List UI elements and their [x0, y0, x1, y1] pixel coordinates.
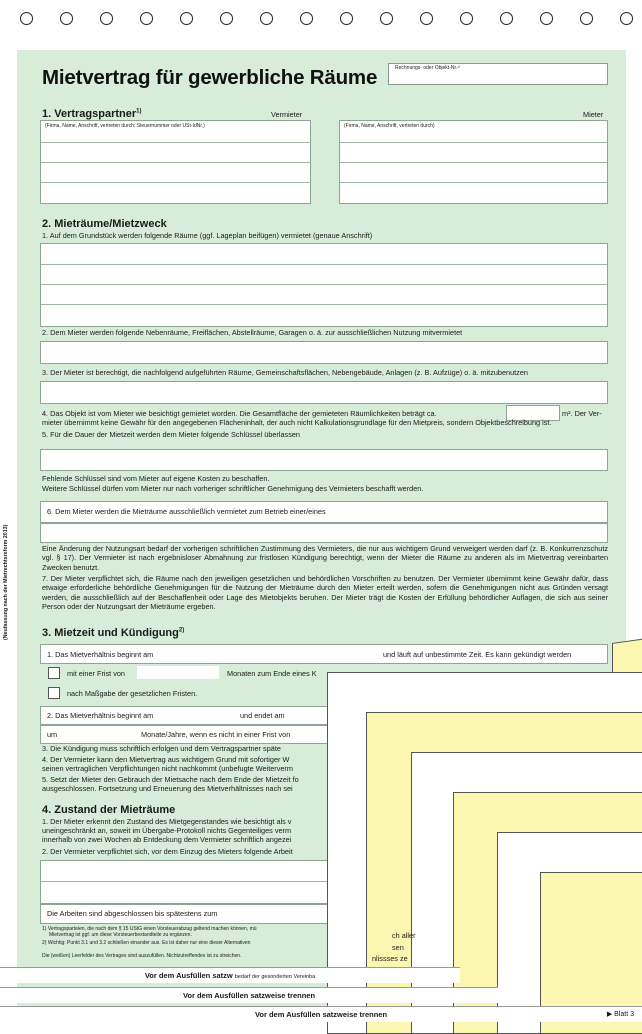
mieter-address-field[interactable] [339, 120, 608, 204]
start-date-row[interactable] [40, 644, 608, 664]
s2-p7: 7. Der Mieter verpflichtet sich, die Räume nach den jeweiligen gesetzlichen und behördlichen Vorschriften zu benutzen. Der Vermieter übernimmt keine Gewähr dafür, dass etwaige erforderliche behördliche Genehmigungen für die Nutzung der Mieträume durch den Mieter erteilt werden, sofern die Genehmigungen nicht aus Gründen versagt werden, die ausschließlich auf der Beschaffenheit oder Lage des Mietobjekts beruhen. Der Mieter trägt die Kosten der Erfüllung behördlicher Auflagen, die sich aus seiner Person oder der Nutzungsart der Mieträume ergeben. [42, 574, 608, 612]
s3-p2a: 2. Das Mietverhältnis beginnt am [47, 711, 154, 720]
separation-label: Vor dem Ausfüllen satzweise trennen [254, 1010, 388, 1019]
section-4-heading: 4. Zustand der Mieträume [42, 804, 176, 816]
punch-hole [20, 12, 33, 25]
punch-hole [540, 12, 553, 25]
punch-hole [500, 12, 513, 25]
peek-text: nlissses ze [372, 954, 408, 963]
punch-hole [340, 12, 353, 25]
keys-field[interactable] [40, 449, 608, 471]
shared-areas-field[interactable] [40, 381, 608, 404]
s3-p2b: und endet am [240, 711, 285, 720]
s2-p6: 6. Dem Mieter werden die Mieträume ausschließlich vermietet zum Betrieb einer/eines [47, 507, 326, 516]
separation-strip-2[interactable] [0, 987, 498, 1003]
form-title: Mietvertrag für gewerbliche Räume [42, 66, 378, 89]
side-rooms-field[interactable] [40, 341, 608, 364]
punch-hole [220, 12, 233, 25]
s3-p5b: ausgeschlossen. Fortsetzung und Erneuerung des Mietverhältnisses nach sei [42, 784, 293, 793]
punch-hole [140, 12, 153, 25]
reference-number-field[interactable] [388, 63, 608, 85]
punch-holes [0, 12, 642, 32]
s2-p5: 5. Für die Dauer der Mietzeit werden dem Mieter folgende Schlüssel überlassen [42, 430, 300, 439]
s3-p2d: Monate/Jahre, wenn es nicht in einer Frist von [141, 730, 291, 739]
premises-address-field[interactable] [40, 243, 608, 327]
section-1-heading: 1. Vertragspartner$^{1)}$ [42, 108, 142, 120]
s2-p2: 2. Dem Mieter werden folgende Nebenräume, Freiflächen, Abstellräume, Garagen o. ä. zur ausschließlichen Nutzung mitvermietet [42, 328, 463, 337]
s4-p1b: uneingeschränkt an, soweit im Übergabe-Protokoll nichts Gegenteiliges verm [42, 826, 292, 835]
punch-hole [460, 12, 473, 25]
peek-text: sen [392, 943, 404, 952]
vermieter-hint: (Firma, Name, Anschrift, vertreten durch; Steuernummer oder USt-IdNr.) [45, 123, 205, 129]
sheet-number: ▶ Blatt 3 [606, 1011, 634, 1018]
footnote-2a: 2) Wichtig: Punkt 3.1 und 3.2 schließen einander aus. Es ist daher nur eine dieser Alternativen [42, 940, 251, 946]
s2-p4c: mieter übernimmt keine Gewähr für den angegebenen Flächeninhalt, der auch nicht Kalkulationsgrundlage für den Mietpreis, sondern Objektbeschreibung ist. [42, 418, 552, 427]
s3-p5a: 5. Setzt der Mieter den Gebrauch der Mietsache nach dem Ende der Mietzeit fo [42, 775, 299, 784]
s4-p1a: 1. Der Mieter erkennt den Zustand des Mietgegenstandes wie besichtigt als v [42, 817, 292, 826]
s3-opt1b: Monaten zum Ende eines K [227, 669, 317, 678]
separation-label: Vor dem Ausfüllen satzweise trennen [182, 991, 316, 1000]
s2-p1: 1. Auf dem Grundstück werden folgende Räume (ggf. Lageplan beifügen) vermietet (genaue Anschrift) [42, 231, 373, 240]
peek-text: bedarf der gesonderten Vereinba [234, 974, 316, 980]
punch-hole [260, 12, 273, 25]
s2-p5c: Weitere Schlüssel dürfen vom Mieter nur nach vorheriger schriftlicher Genehmigung des Vermieters beschafft werden. [42, 484, 424, 493]
mieter-label: Mieter [583, 110, 604, 119]
s3-p3: 3. Die Kündigung muss schriftlich erfolgen und dem Vertragspartner späte [42, 744, 281, 753]
section-2-heading: 2. Mieträume/Mietzweck [42, 218, 167, 230]
separation-strip-1[interactable] [0, 967, 460, 983]
punch-hole [420, 12, 433, 25]
s4-p2: 2. Der Vermieter verpflichtet sich, vor dem Einzug des Mieters folgende Arbeit [42, 847, 293, 856]
punch-hole [380, 12, 393, 25]
s2-p3: 3. Der Mieter ist berechtigt, die nachfolgend aufgeführten Räume, Gemeinschaftsflächen, Nebengebäude, Anlagen (z. B. Aufzüge) o. ä. mitzubenutzen [42, 368, 528, 377]
s3-p1b: und läuft auf unbestimmte Zeit. Es kann gekündigt werden [383, 650, 572, 659]
footnote-1a: 1) Vertragsparteien, die nach dem § 15 UStG einen Vorsteuerabzug geltend machen können, mü [42, 926, 257, 932]
business-purpose-field[interactable] [40, 501, 608, 523]
s2-p4b: m². Der Ver- [562, 409, 602, 418]
footnote-3: Die (weißen) Leerfelder des Vertrages sind auszufüllen. Nichtzutreffendes ist zu streichen. [42, 953, 242, 959]
punch-hole [180, 12, 193, 25]
side-note: (Neufassung nach der Mietrechtsreform 2013) [3, 524, 9, 640]
s2-p4a: 4. Das Objekt ist vom Mieter wie besichtigt gemietet worden. Die Gesamtfläche der gemieteten Räumlichkeiten beträgt ca. [42, 409, 437, 418]
statutory-notice-checkbox[interactable] [48, 687, 60, 699]
s3-p4a: 4. Der Vermieter kann den Mietvertrag aus wichtigem Grund mit sofortiger W [42, 755, 290, 764]
separation-label: Vor dem Ausfüllen satzw [144, 971, 233, 980]
punch-hole [300, 12, 313, 25]
section-3-heading: 3. Mietzeit und Kündigung$^{2)}$ [42, 627, 185, 639]
s2-p6b: Eine Änderung der Nutzungsart bedarf der vorherigen schriftlichen Zustimmung des Vermieters, die nur aus wichtigem Grund verweigert werden darf (z. B. Konkurrenzschutz vgl. § 17). Der Vermieter ist nach ergebnisloser Abmahnung zur fristlosen Kündigung berechtigt, wenn der Mieter die Räume zu anderen als im Mietvertrag vereinbarten Zwecken benutzt. [42, 544, 608, 572]
s2-p5b: Fehlende Schlüssel sind vom Mieter auf eigene Kosten zu beschaffen. [42, 474, 270, 483]
separation-strip-3[interactable] [0, 1006, 642, 1022]
s3-p4b: seinen vertraglichen Verpflichtungen nicht nachkommt (unbefugte Weiterverm [42, 764, 293, 773]
punch-hole [620, 12, 633, 25]
notice-months-field[interactable] [137, 666, 219, 679]
punch-hole [100, 12, 113, 25]
s4-p1c: innerhalb von zwei Wochen ab Entdeckung dem Vermieter schriftlich angezei [42, 835, 292, 844]
reference-number-label: Rechnungs- oder Objekt-Nr.¹⁾ [395, 65, 461, 71]
s3-p2c: um [47, 730, 58, 739]
peek-text: ch aller [392, 931, 416, 940]
s3-opt2: nach Maßgabe der gesetzlichen Fristen. [67, 689, 198, 698]
footnote-1b: Mietvertrag ist ggf. um diese Vorsteuerbestandteile zu ergänzen. [49, 932, 192, 938]
vermieter-label: Vermieter [271, 110, 303, 119]
s3-p1a: 1. Das Mietverhältnis beginnt am [47, 650, 154, 659]
punch-hole [60, 12, 73, 25]
punch-hole [580, 12, 593, 25]
s3-opt1a: mit einer Frist von [67, 669, 125, 678]
s4-p3: Die Arbeiten sind abgeschlossen bis spätestens zum [47, 909, 218, 918]
vermieter-address-field[interactable] [40, 120, 311, 204]
mieter-hint: (Firma, Name, Anschrift, vertreten durch) [344, 123, 435, 129]
notice-period-checkbox[interactable] [48, 667, 60, 679]
business-purpose-field-2[interactable] [40, 523, 608, 543]
